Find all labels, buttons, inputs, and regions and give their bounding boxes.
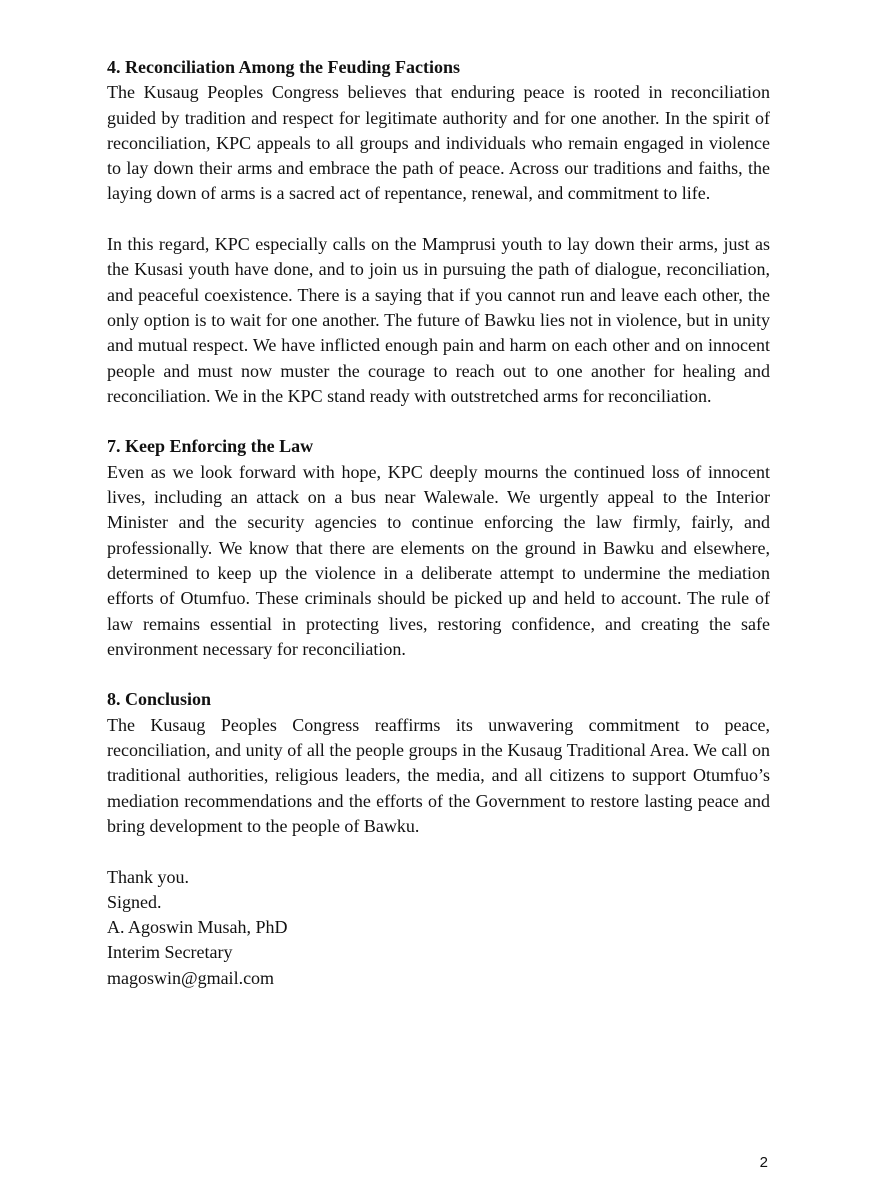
- signed-label: Signed.: [107, 891, 162, 912]
- section-heading: 4. Reconciliation Among the Feuding Factions: [107, 57, 461, 77]
- paragraph: Even as we look forward with hope, KPC deeply mourns the continued loss of innocent lives, including an attack on a bus near Walewale. We urgently appeal to the Interior Minister and the security agencies to continue enforcing the law firmly, fairly, and professionally. We know that there are elements on the ground in Bawku and elsewhere, determined to keep up the violence in a deliberate attempt to undermine the mediation efforts of Otumfuo. These criminals should be picked up and held to account. The rule of law remains essential in protecting lives, restoring confidence, and creating the safe environment necessary for reconciliation.: [107, 461, 770, 659]
- section-conclusion: [107, 687, 770, 839]
- signatory-name: A. Agoswin Musah, PhD: [107, 917, 288, 938]
- signatory-title: Interim Secretary: [107, 942, 233, 963]
- section-heading: 8. Conclusion: [107, 689, 212, 710]
- signatory-email: magoswin@gmail.com: [107, 967, 275, 988]
- paragraph: In this regard, KPC especially calls on the Mamprusi youth to lay down their arms, just as the Kusasi youth have done, and to join us in pursuing the path of dialogue, reconciliation, and peaceful coexistence. There is a saying that if you cannot run and leave each other, the only option is to wait for one another. The future of Bawku lies not in violence, but in unity and mutual respect. We have inflicted enough pain and harm on each other and on innocent people and must now muster the courage to reach out to one another for healing and reconciliation. We in the KPC stand ready with outstretched arms for reconciliation.: [107, 234, 770, 406]
- section-heading: 7. Keep Enforcing the Law: [107, 436, 314, 457]
- closing-text: Thank you.: [107, 866, 189, 887]
- paragraph: The Kusaug Peoples Congress reaffirms its unwavering commitment to peace, reconciliation, and unity of all the people groups in the Kusaug Traditional Area. We call on traditional authorities, religious leaders, the media, and all citizens to support Otumfuo’s mediation recommendations and the efforts of the Government to restore lasting peace and bring development to the people of Bawku.: [107, 714, 770, 836]
- document-page: [107, 55, 770, 991]
- signature-block: [107, 890, 770, 991]
- page-number: 2: [759, 1154, 768, 1171]
- section-enforcing-law: [107, 434, 770, 662]
- paragraph: The Kusaug Peoples Congress believes that enduring peace is rooted in reconciliation guided by tradition and respect for legitimate authority and for one another. In the spirit of reconciliation, KPC appeals to all groups and individuals who remain engaged in violence to lay down their arms and embrace the path of peace. Across our traditions and faiths, the laying down of arms is a sacred act of repentance, renewal, and commitment to life.: [107, 82, 770, 204]
- section-reconciliation: [107, 55, 770, 409]
